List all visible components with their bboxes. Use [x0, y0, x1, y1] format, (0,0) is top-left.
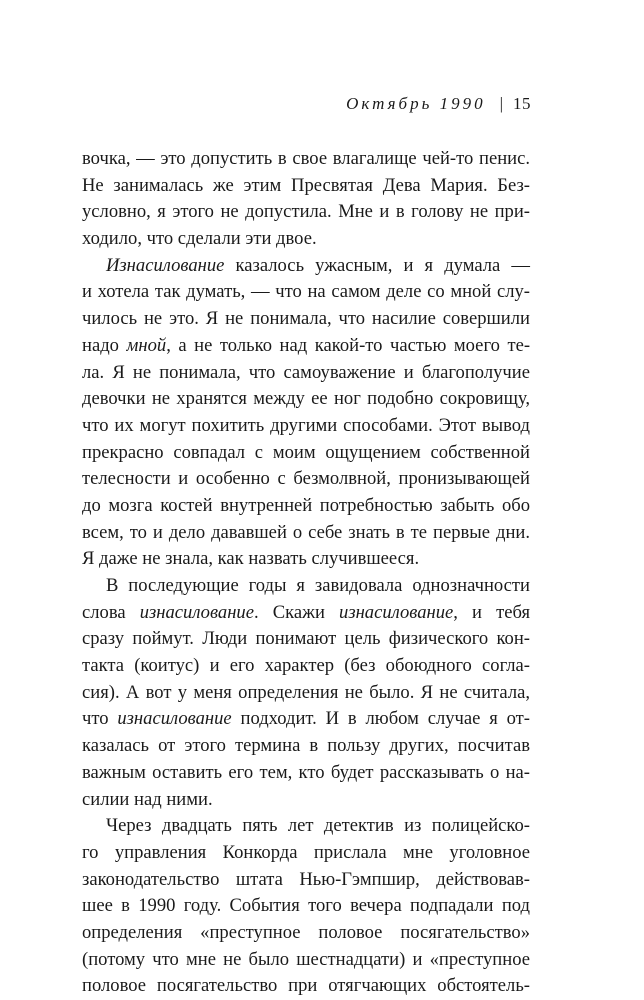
italic-text-segment: изнасилование	[117, 708, 232, 730]
text-segment: такта (коитус) и его характер (без обоюдного согла-	[82, 655, 530, 677]
text-line	[82, 306, 530, 333]
text-line	[82, 867, 530, 894]
body-text	[82, 146, 530, 1000]
text-segment: казалась от этого термина в пользу других, посчитав	[82, 735, 530, 757]
text-line	[82, 706, 530, 733]
text-segment: вочка, — это допустить в свое влагалище чей-то пенис.	[82, 148, 530, 169]
text-segment: Через двадцать пять лет детектив из полицейско-	[106, 815, 530, 837]
text-segment: шее в 1990 году. События того вечера подпадали под	[82, 895, 530, 917]
text-segment: казалось ужасным, и я думала —	[224, 254, 530, 276]
text-line	[82, 413, 530, 440]
italic-text-segment: Изнасилование	[106, 254, 225, 276]
text-segment: (потому что мне не было шестнадцати) и «преступное	[82, 948, 530, 970]
text-segment: В последующие годы я завидовала однозначности	[106, 575, 530, 596]
text-segment: и хотела так думать, — что на самом деле со мной слу-	[82, 281, 530, 303]
text-line	[82, 947, 530, 974]
text-line	[82, 226, 530, 253]
text-segment: прекрасно совпадал с моим ощущением собственной	[82, 441, 530, 463]
text-line	[82, 680, 530, 707]
text-segment: чилось не это. Я не понимала, что насилие совершили	[82, 308, 530, 330]
text-segment: телесности и особенно с безмолвной, пронизывающей	[82, 468, 530, 490]
text-segment: ла. Я не понимала, что самоуважение и благополучие	[82, 361, 530, 383]
text-segment: важным оставить его тем, кто будет рассказывать о на-	[82, 761, 530, 783]
text-segment: подходит. И в любом случае я от-	[231, 708, 530, 730]
text-segment: силии над ними.	[82, 788, 213, 810]
text-line	[82, 360, 530, 387]
text-segment: законодательство штата Нью-Гэмпшир, действовав-	[82, 868, 530, 890]
text-segment: до мозга костей внутренней потребностью забыть обо	[82, 494, 530, 516]
text-segment: , и тебя	[453, 601, 530, 623]
text-line	[82, 760, 530, 787]
chapter-title: Октябрь 1990	[346, 94, 486, 113]
text-segment: , а не только над какой-то частью моего те-	[166, 334, 531, 356]
text-line	[82, 333, 530, 360]
text-segment: что	[82, 708, 118, 730]
text-segment: что их могут похитить другими способами. Этот вывод	[82, 414, 530, 436]
text-segment: надо	[82, 334, 127, 356]
text-segment: всем, то и дело дававшей о себе знать в те первые дни.	[82, 521, 530, 543]
text-segment: слова	[82, 601, 140, 623]
page-number: 15	[513, 94, 531, 113]
text-segment: Я даже не знала, как назвать случившееся.	[82, 548, 420, 570]
text-line	[82, 520, 530, 547]
text-segment: половое посягательство при отягчающих обстоятель-	[82, 975, 530, 997]
text-line	[82, 253, 530, 280]
italic-text-segment: изнасилование	[139, 601, 254, 623]
text-segment: условно, я этого не допустила. Мне и в голову не при-	[82, 201, 530, 223]
text-segment: сия). А вот у меня определения не было. Я не считала,	[82, 681, 530, 703]
text-line	[82, 440, 530, 467]
text-line	[82, 279, 530, 306]
text-line	[82, 653, 530, 680]
text-segment: ходило, что сделали эти двое.	[82, 228, 317, 250]
text-segment: . Скажи	[253, 601, 340, 623]
text-line	[82, 173, 530, 200]
text-line	[82, 546, 530, 573]
text-line	[82, 146, 530, 173]
text-line	[82, 813, 530, 840]
text-line	[82, 573, 530, 600]
running-head	[346, 94, 531, 114]
italic-text-segment: мной	[126, 334, 167, 356]
text-line	[82, 920, 530, 947]
text-line	[82, 973, 530, 1000]
text-line	[82, 893, 530, 920]
text-line	[82, 787, 530, 814]
text-line	[82, 626, 530, 653]
italic-text-segment: изнасилование	[339, 601, 454, 623]
text-segment: девочки не хранятся между ее ног подобно сокровищу,	[82, 388, 530, 410]
text-segment: Не занималась же этим Пресвятая Дева Мария. Без-	[82, 174, 530, 196]
text-line	[82, 386, 530, 413]
text-segment: сразу поймут. Люди понимают цель физического кон-	[82, 628, 530, 650]
text-line	[82, 199, 530, 226]
text-line	[82, 466, 530, 493]
text-line	[82, 600, 530, 627]
text-segment: го управления Конкорда прислала мне уголовное	[82, 841, 530, 863]
text-line	[82, 733, 530, 760]
text-line	[82, 493, 530, 520]
header-separator: |	[499, 94, 503, 113]
text-line	[82, 840, 530, 867]
text-segment: определения «преступное половое посягательство»	[82, 921, 530, 943]
